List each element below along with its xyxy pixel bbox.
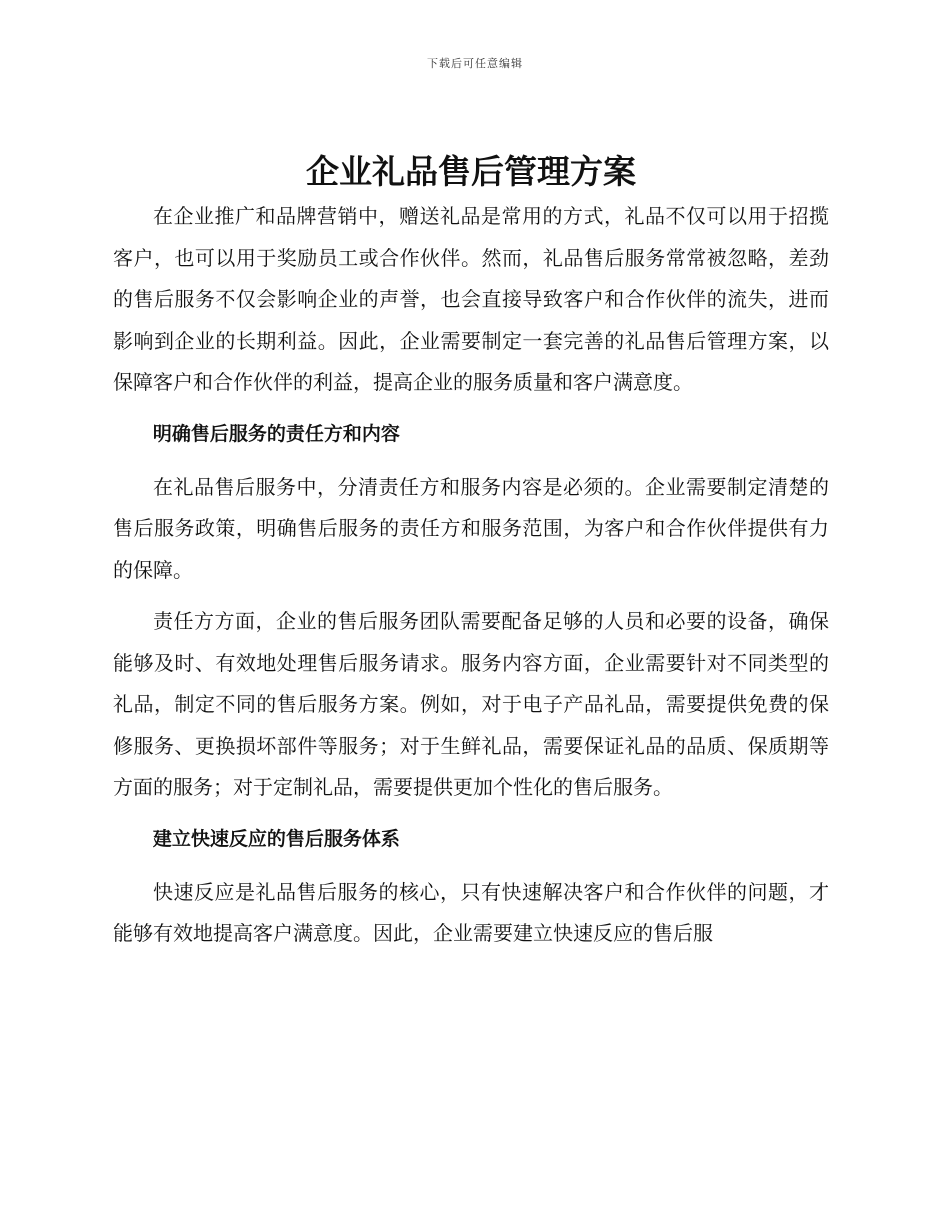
section-heading-responsibility: 明确售后服务的责任方和内容 bbox=[152, 422, 400, 445]
intro-paragraph: 在企业推广和品牌营销中，赠送礼品是常用的方式，礼品不仅可以用于招揽客户，也可以用于奖励员工或合作伙伴。然而，礼品售后服务常常被忽略，差劲的售后服务不仅会影响企业的声誉，也会直接导致客户和合作伙伴的流失，进而影响到企业的长期利益。因此，企业需要制定一套完善的礼品售后管理方案，以保障客户和合作伙伴的利益，提高企业的服务质量和客户满意度。 bbox=[113, 204, 829, 394]
page-header-note: 下载后可任意编辑 bbox=[427, 57, 523, 70]
section-paragraph: 快速反应是礼品售后服务的核心，只有快速解决客户和合作伙伴的问题，才能够有效地提高客户满意度。因此，企业需要建立快速反应的售后服 bbox=[113, 879, 829, 945]
section-paragraph: 在礼品售后服务中，分清责任方和服务内容是必须的。企业需要制定清楚的售后服务政策，明确售后服务的责任方和服务范围，为客户和合作伙伴提供有力的保障。 bbox=[113, 474, 829, 582]
document-title: 企业礼品售后管理方案 bbox=[306, 152, 636, 191]
document-body bbox=[113, 150, 829, 965]
section-heading-rapid-response: 建立快速反应的售后服务体系 bbox=[152, 827, 400, 850]
section-paragraph: 责任方方面，企业的售后服务团队需要配备足够的人员和必要的设备，确保能够及时、有效地处理售后服务请求。服务内容方面，企业需要针对不同类型的礼品，制定不同的售后服务方案。例如，对于电子产品礼品，需要提供免费的保修服务、更换损坏部件等服务；对于生鲜礼品，需要保证礼品的品质、保质期等方面的服务；对于定制礼品，需要提供更加个性化的售后服务。 bbox=[113, 609, 829, 799]
